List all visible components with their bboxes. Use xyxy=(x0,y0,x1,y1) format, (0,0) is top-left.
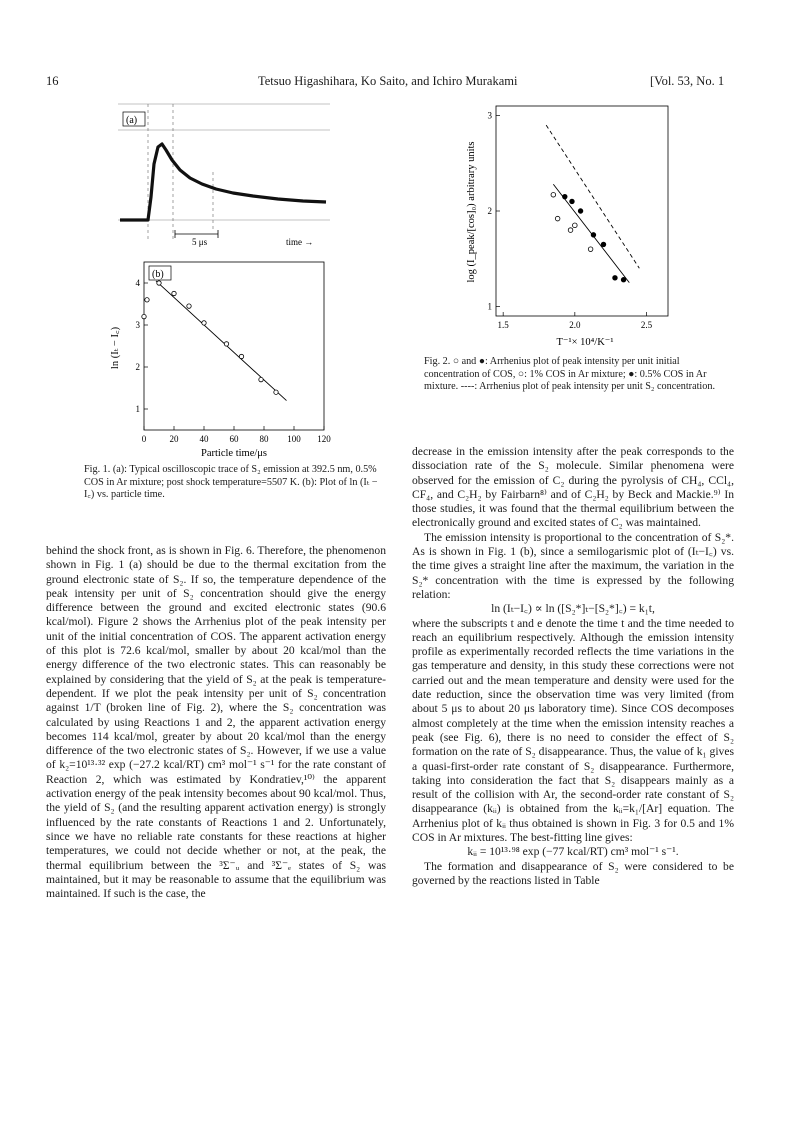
fig1b-y-tick-label: 4 xyxy=(135,278,140,288)
fig1b-data-point xyxy=(187,304,191,308)
fig1b-ylabel: ln (Iₜ − I꜀) xyxy=(110,326,121,370)
fig2-filled-point xyxy=(563,194,568,199)
fig2-open-point xyxy=(551,192,556,197)
equation-1: ln (Iₜ−I꜀) ∝ ln ([S₂*]ₜ−[S₂*]꜀) = k₁t, xyxy=(491,602,655,616)
fig1b-y-tick-label: 2 xyxy=(135,362,140,372)
right-paragraph-4: The formation and disappearance of S₂ were considered to be governed by the reactions listed in Table xyxy=(412,859,734,887)
fig1b-x-tick-label: 80 xyxy=(259,434,269,444)
left-column-text xyxy=(46,544,386,901)
fig1a-label: (a) xyxy=(126,115,138,126)
fig1b-data-point xyxy=(172,291,176,295)
fig1b-fit-line xyxy=(156,281,287,401)
fig2-filled-point xyxy=(621,277,626,282)
fig1b-y-tick-label: 3 xyxy=(135,320,140,330)
equation-2: kᵢᵢ = 10¹³·⁹⁸ exp (−77 kcal/RT) cm³ mol⁻¹ s⁻¹. xyxy=(467,845,679,859)
fig1-caption: Fig. 1. (a): Typical oscilloscopic trace of S₂ emission at 392.5 nm, 0.5% COS in Ar mixture; post shock temperature=5507 K. (b): Plot of ln (Iₜ − I꜀) vs. particle time. xyxy=(84,464,378,501)
fig2-open-point xyxy=(588,247,593,252)
fig1b-x-tick-label: 20 xyxy=(169,434,179,444)
left-paragraph: behind the shock front, as is shown in Fig. 6. Therefore, the phenomenon shown in Fig. 1 (a) should be due to the thermal excitation from the ground electronic state of S₂. If so, the temperature dependence of the peak intensity per unit of S₂ concentration should give the energy difference between the ground and excited electronic states (90.6 kcal/mol). Figure 2 shows the Arrhenius plot of the peak intensity per unit of the initial concentration of COS. The apparent activation energy of this plot is 72.6 kcal/mol, smaller by about 20 kcal/mol than the energy difference of the two electronic states. This can reasonably be explained by considering that the yield of S₂ at the peak is temperature-dependent. If we plot the peak intensity per unit of S₂ concentration against 1/T (broken line of Fig. 2), where the S₂ concentration was calculated by using Reactions 1 and 2, the apparent activation energy becomes 114 kcal/mol, greater by about 20 kcal/mol than the energy difference of the two electronic states of S₂. However, if we use a value of k₂=10¹³·³² exp (−27.2 kcal/RT) cm³ mol⁻¹ s⁻¹ for the rate constant of Reaction 2, which was estimated by Kondratiev,¹⁰⁾ the apparent activation energy of the peak intensity becomes about 90 kcal/mol. Thus, the yield of S₂ (and the resulting apparent activation energy) is strongly influenced by the rate constants of Reactions 1 and 2. Unfortunately, since we have no reliable rate constants for these reactions at higher temperatures, we could not decide whether or not, at the peak, the thermal equilibrium between the ³Σ⁻ᵤ and ³Σ⁻ₑ states of S₂ was maintained, but it may be reasonable to assume that the equilibrium was maintained. If such is the case, the xyxy=(46,544,386,901)
fig2-y-tick-label: 2 xyxy=(487,206,492,216)
fig1b-x-tick-label: 40 xyxy=(199,434,209,444)
fig2-filled-point xyxy=(591,233,596,238)
fig2-open-point xyxy=(555,216,560,221)
fig2-filled-point xyxy=(613,276,618,281)
running-head-volume: [Vol. 53, No. 1 xyxy=(650,74,725,88)
right-paragraph-2: The emission intensity is proportional to the concentration of S₂*. As is shown in Fig. 1 (b), since a semilogarismic plot of (Iₜ−I꜀) vs. the time gives a straight line after the maximum, the variation in the S₂* concentration with the time is expressed by the following relation: xyxy=(412,530,734,601)
right-column-text xyxy=(412,445,734,888)
fig1b-x-tick-label: 0 xyxy=(141,434,147,444)
fig2-x-tick-label: 2.0 xyxy=(569,320,581,330)
fig2-filled-point xyxy=(601,242,606,247)
fig1b-data-point xyxy=(202,321,206,325)
page-number: 16 xyxy=(46,74,59,88)
fig1b-x-tick-label: 100 xyxy=(287,434,301,444)
fig2-open-point xyxy=(573,223,578,228)
fig1b-data-point xyxy=(142,314,146,318)
fig2-dashed-line xyxy=(546,125,639,268)
fig1a-oscilloscope-trace xyxy=(118,102,330,248)
fig1a-time-label: time → xyxy=(286,237,314,247)
fig1b-data-point xyxy=(274,390,278,394)
fig2-xlabel: T⁻¹× 10⁴/K⁻¹ xyxy=(556,337,614,348)
fig1b-data-point xyxy=(157,281,161,285)
fig1b-data-point xyxy=(259,377,263,381)
fig1b-y-tick-label: 1 xyxy=(135,404,140,414)
fig1b-data-point xyxy=(145,298,149,302)
fig2-open-point xyxy=(568,228,573,233)
fig1b-label: (b) xyxy=(152,269,164,280)
right-paragraph-3: where the subscripts t and e denote the time t and the time needed to reach an equilibrium respectively. Although the emission intensity profile as experimentally recorded reflects the time variations in the gas temperature and density, in this study these corrections were not carried out and the mean temperature and density were used for the date reduction, since the observation time was very limited (from about 5 μs to about 20 μs laboratory time). Since COS decomposes almost completely at the time when the emission intensity reaches a peak (see Fig. 6), there is no need to consider the effect of S₂ formation on the rate of S₂ disappearance. Thus, the value of k₁ gives a quasi-first-order rate constant of S₂ disappearance. Furthermore, taking into consideration the fact that S₂ disappears mainly as a result of the collision with Ar, the second-order rate constant of S₂ disappearance (kᵢᵢ) is obtained from the kᵢᵢ=k₁/[Ar] equation. The Arrhenius plot of kᵢᵢ thus obtained is shown in Fig. 3 for 0.5 and 1% COS in Ar mixtures. The best-fitting line gives: xyxy=(412,616,734,845)
fig1b-x-tick-label: 60 xyxy=(229,434,239,444)
fig2-x-tick-label: 2.5 xyxy=(640,320,653,330)
fig1b-xlabel: Particle time/μs xyxy=(201,448,267,459)
right-paragraph-1: decrease in the emission intensity after the peak corresponds to the dissociation rate of the S₂ molecule. Similar phenomena were observed for the emission of C₂ during the pyrolysis of CH₄, CCl₄, CF₄, and C₂H₂ by Fairbarn⁸⁾ and of C₂H₂ by Beck and Mackie.⁹⁾ In those studies, it was found that the thermal equilibrium between the electronically ground and excited states of C₂ was maintained. xyxy=(412,445,734,530)
fig2-y-tick-label: 1 xyxy=(487,301,492,312)
fig1b-data-point xyxy=(224,342,228,346)
fig2-chart xyxy=(460,100,680,350)
fig2-filled-point xyxy=(570,199,575,204)
running-head-authors: Tetsuo Higashihara, Ko Saito, and Ichiro Murakami xyxy=(258,74,518,88)
fig1a-scale-label: 5 μs xyxy=(192,237,208,247)
fig1b-chart xyxy=(104,256,334,461)
fig2-filled-point xyxy=(578,209,583,214)
fig2-ylabel: log (I_peak/[cos]₀) arbitrary units xyxy=(466,141,477,283)
fig2-caption: Fig. 2. ○ and ●: Arrhenius plot of peak intensity per unit initial concentration of COS, ○: 1% COS in Ar mixture; ●: 0.5% COS in Ar mixture. ----: Arrhenius plot of peak intensity per unit S₂ concentration. xyxy=(424,356,715,393)
fig1b-x-tick-label: 120 xyxy=(317,434,331,444)
fig1b-data-point xyxy=(239,354,243,358)
fig2-y-tick-label: 3 xyxy=(487,110,492,121)
fig2-x-tick-label: 1.5 xyxy=(497,320,509,330)
